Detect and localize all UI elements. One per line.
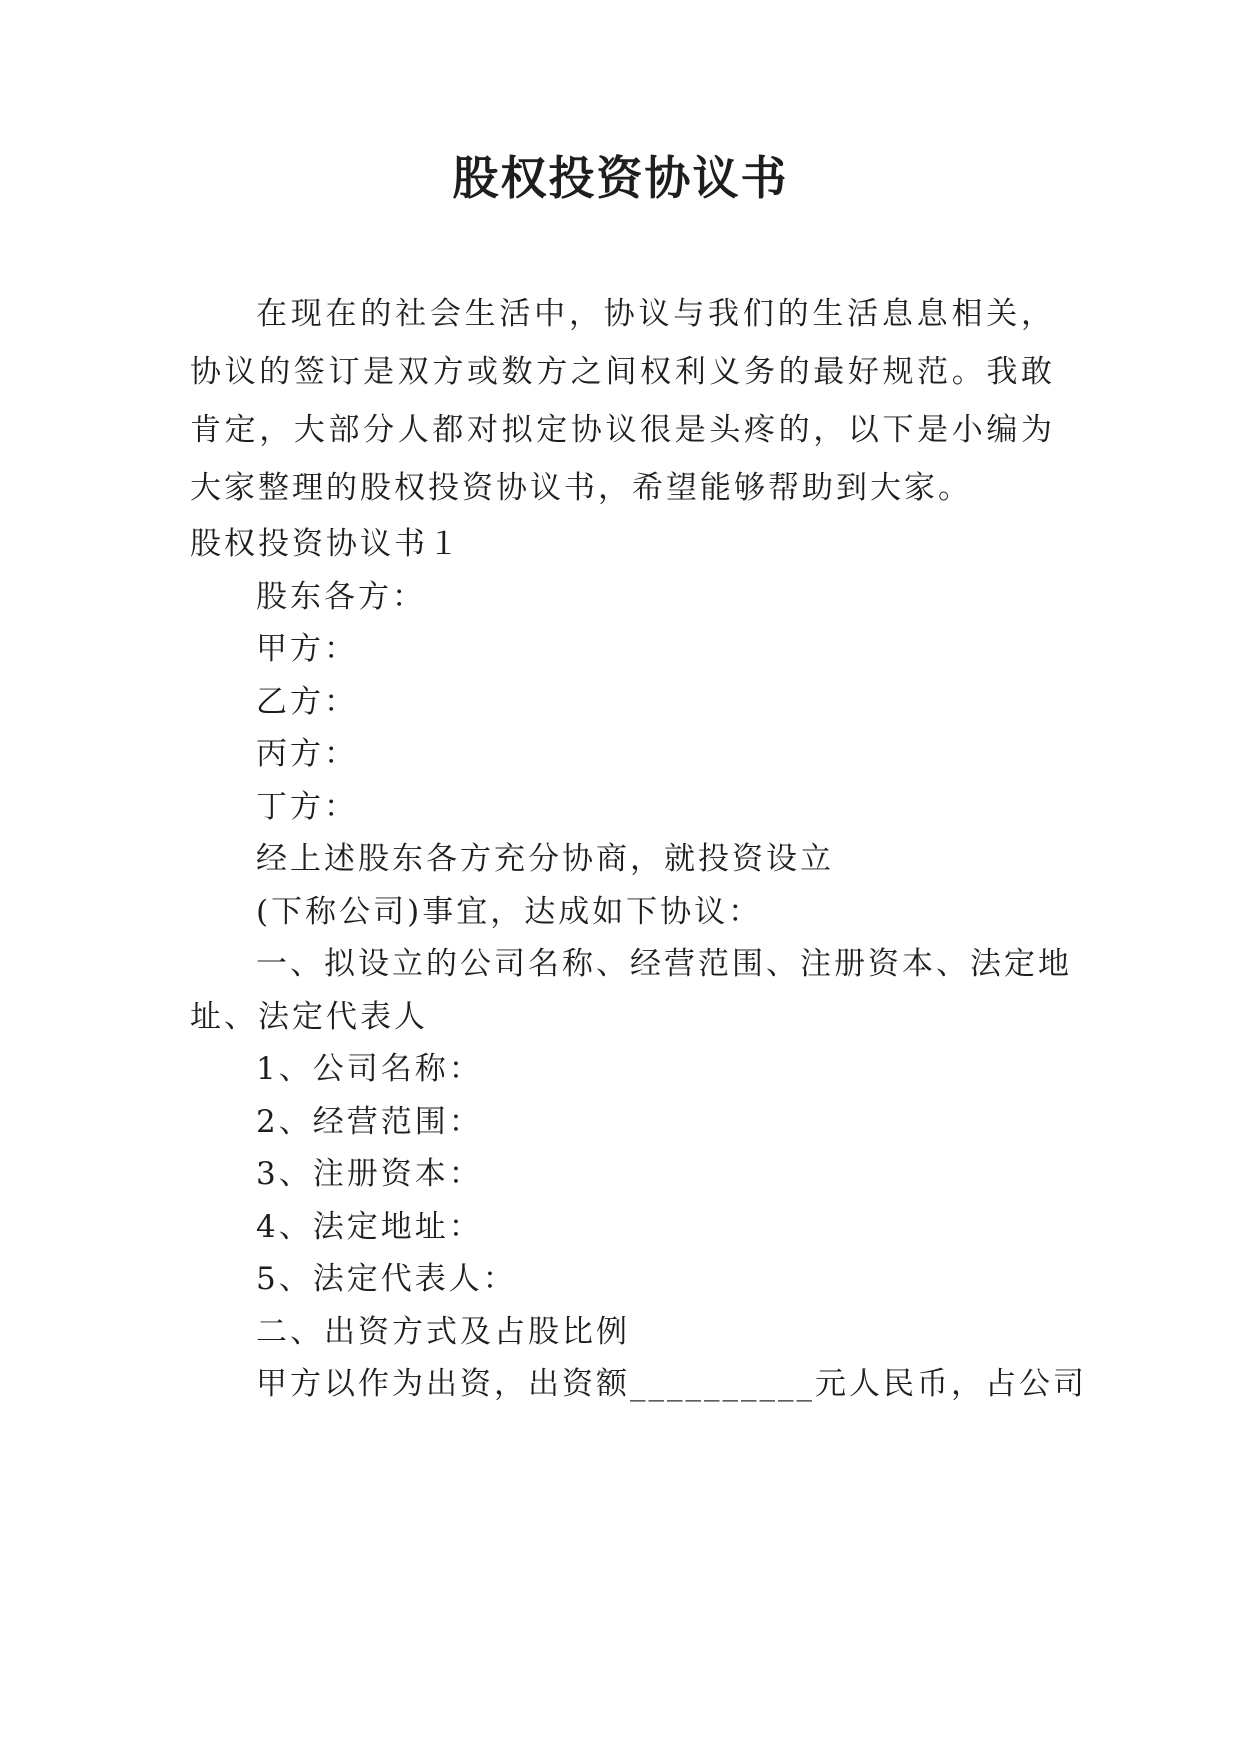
intro-paragraph: 在现在的社会生活中，协议与我们的生活息息相关，协议的签订是双方或数方之间权利义务的最好规范。我敢肯定，大部分人都对拟定协议很是头疼的，以下是小编为大家整理的股权投资协议书，希望能够帮助到大家。 xyxy=(190,296,1055,506)
body-line: 5、法定代表人： xyxy=(256,1261,517,1297)
body-line: 经上述股东各方充分协商，就投资设立 xyxy=(256,841,834,877)
body-line: 股东各方： xyxy=(256,579,426,615)
body-line: (下称公司)事宜，达成如下协议： xyxy=(256,894,763,930)
document-title: 股权投资协议书 xyxy=(452,151,789,205)
body-line: 丁方： xyxy=(256,789,358,825)
body-line: 1、公司名称： xyxy=(256,1051,483,1087)
body-line: 2、经营范围： xyxy=(256,1104,483,1140)
section-heading: 股权投资协议书１ xyxy=(190,526,462,562)
body-line: 3、注册资本： xyxy=(256,1156,483,1192)
body-line: 丙方： xyxy=(256,736,358,772)
body-line: 址、法定代表人 xyxy=(190,999,428,1035)
body-line: 4、法定地址： xyxy=(256,1209,483,1245)
body-line: 乙方： xyxy=(256,684,358,720)
body-line: 二、出资方式及占股比例 xyxy=(256,1314,630,1350)
body-line: 甲方以作为出资，出资额__________元人民币，占公司 xyxy=(256,1366,1087,1402)
body-line: 甲方： xyxy=(256,631,358,667)
body-line: 一、拟设立的公司名称、经营范围、注册资本、法定地 xyxy=(256,946,1072,982)
